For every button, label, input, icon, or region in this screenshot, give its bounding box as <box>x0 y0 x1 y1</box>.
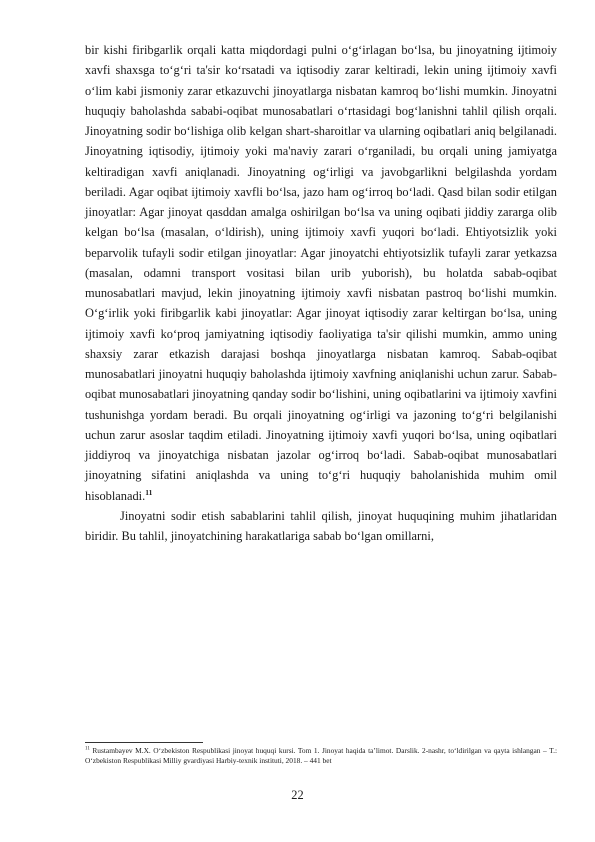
body-paragraph <box>85 40 557 506</box>
page-number: 22 <box>291 788 304 802</box>
body-paragraph: Jinoyatni sodir etish sabablarini tahlil qilish, jinoyat huquqining muhim jihatlaridan biridir. Bu tahlil, jinoyatchining harakatlariga sabab bo‘lgan omillarni, <box>85 508 557 543</box>
paragraph-text: bir kishi firibgarlik orqali katta miqdordagi pulni o‘g‘irlagan bo‘lsa, bu jinoyatning ijtimoiy xavfi shaxsga to‘g‘ri ta'sir ko‘rsatadi va iqtisodiy zarar keltiradi, lekin uning ijtimoiy xavfi o‘lim kabi jismoniy zarar etkazuvchi jinoyatlarga nisbatan kamroq bo‘lishi mumkin. Jinoyatni huquqiy baholashda sababi-oqibat munosabatlari o‘rtasidagi bog‘lanishni tahlil qilish orqali. Jinoyatning sodir bo‘lishiga olib kelgan shart-sharoitlar va ularning oqibatlari aniq belgilanadi. Jinoyatning iqtisodiy, ijtimoiy yoki ma'naviy zarari o‘rganiladi, bu orqali uning jamiyatga keltiradigan xavfi aniqlanadi. Jinoyatning og‘irligi va javobgarlikni belgilashda yordam beriladi. Agar oqibat ijtimoiy xavfli bo‘lsa, jazo ham og‘irroq bo‘ladi. Qasd bilan sodir etilgan jinoyatlar: Agar jinoyat qasddan amalga oshirilgan bo‘lsa va uning oqibati jiddiy zararga olib kelgan bo‘lsa (masalan, o‘ldirish), uning ijtimoiy xavfi yuqori bo‘ladi. Ehtiyotsizlik yoki beparvolik tufayli sodir etilgan jinoyatlar: Agar jinoyatchi ehtiyotsizlik tufayli zarar yetkazsa (masalan, odamni transport vositasi bilan urib yuborish), bu holatda sabab-oqibat munosabatlari mavjud, lekin jinoyatning ijtimoiy xavfi nisbatan pastroq bo‘lishi mumkin. O‘g‘irlik yoki firibgarlik kabi jinoyatlar: Agar jinoyat iqtisodiy zarar keltirgan bo‘lsa, uning ijtimoiy xavfi ko‘proq jamiyatning iqtisodiy faoliyatiga ta'sir qilishi mumkin, ammo uning shaxsiy zarar etkazish darajasi boshqa jinoyatlarga nisbatan kamroq. Sabab-oqibat munosabatlari jinoyatni huquqiy baholashda ijtimoiy xavfning aniqlanishi uchun zarur. Sabab-oqibat munosabatlari jinoyatning qanday sodir bo‘lishini, uning oqibatlarini va ijtimoiy xavfini tushunishga yordam beradi. Bu orqali jinoyatning og‘irligi va jazoning to‘g‘ri belgilanishi uchun zarur asoslar taqdim etiladi. Jinoyatning ijtimoiy xavfi yuqori bo‘lsa, uning oqibatlari jiddiyroq va jinoyatchiga nisbatan jazolar og‘irroq bo‘ladi. Sabab-oqibat munosabatlari jinoyatning sifatini aniqlashda va uning to‘g‘ri huquqiy baholanishida muhim omil hisoblanadi. <box>85 43 557 503</box>
footnote <box>85 746 557 765</box>
footnote-divider <box>85 742 203 743</box>
footnote-reference[interactable]: 11 <box>145 487 153 497</box>
document-body <box>85 40 557 546</box>
footnote-number: 11 <box>85 746 90 752</box>
footnote-text: Rustambayev M.X. O‘zbekiston Respublikasi jinoyat huquqi kursi. Tom 1. Jinoyat haqida ta’limot. Darslik. 2-nashr, to‘ldirilgan va qayta ishlangan – T.: O‘zbekiston Respublikasi Milliy gvardiyasi Harbiy-texnik instituti, 2018. – 441 bet <box>85 746 557 765</box>
